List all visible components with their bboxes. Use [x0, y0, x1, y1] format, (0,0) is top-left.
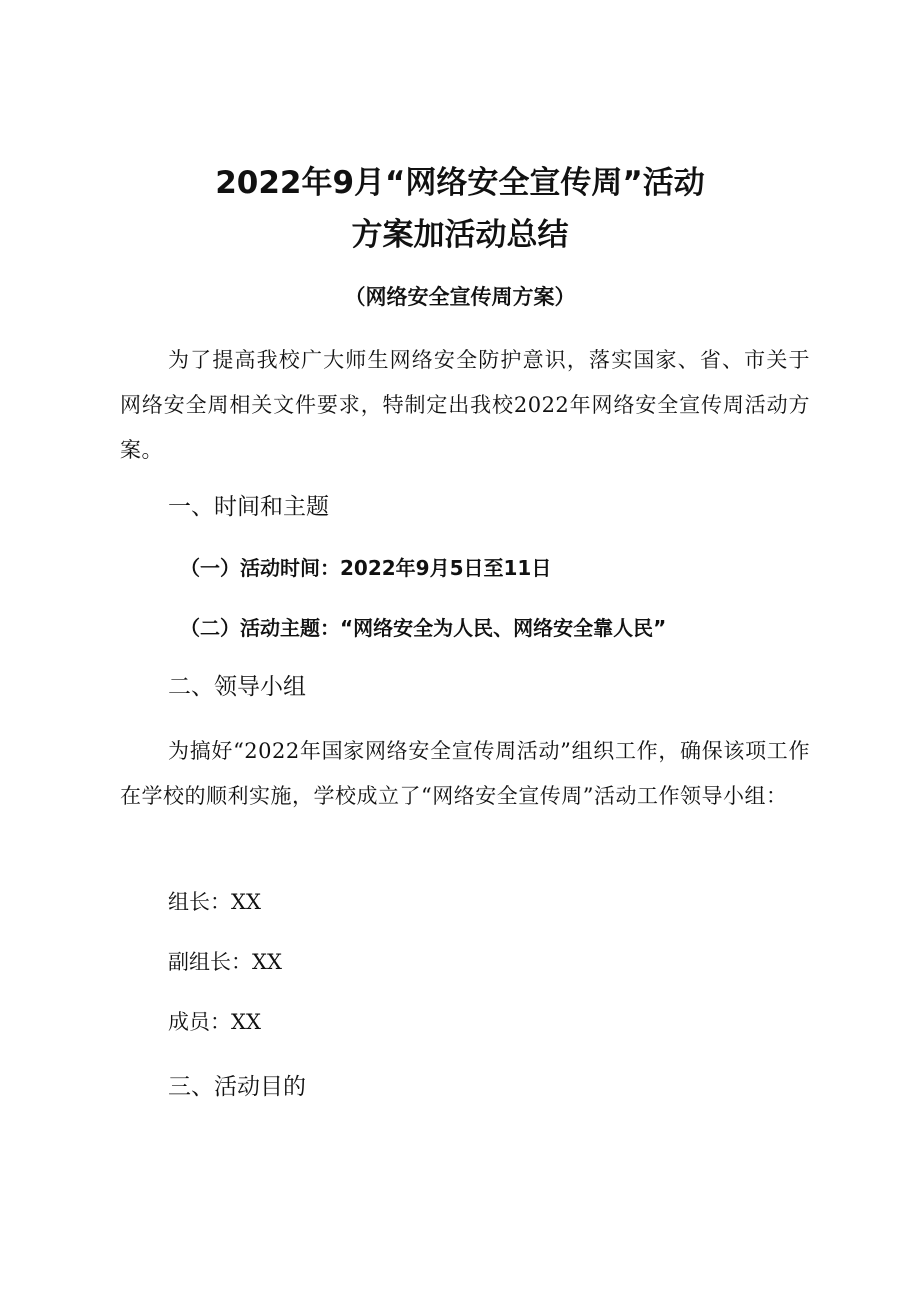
activity-theme-item: （二）活动主题：“网络安全为人民、网络安全靠人民” [180, 616, 667, 640]
group-leader: 组长：XX [168, 890, 261, 914]
activity-time-item: （一）活动时间：2022年9月5日至11日 [180, 556, 552, 580]
group-deputy-leader: 副组长：XX [168, 950, 282, 974]
section-heading-leadership-group: 二、领导小组 [168, 674, 306, 700]
section-heading-time-theme: 一、时间和主题 [168, 494, 329, 520]
section-heading-activity-purpose: 三、活动目的 [168, 1074, 306, 1100]
intro-paragraph: 为了提高我校广大师生网络安全防护意识，落实国家、省、市关于网络安全周相关文件要求，特制定出我校2022年网络安全宣传周活动方案。 [120, 348, 810, 462]
group-members: 成员：XX [168, 1010, 261, 1034]
document-title-line-1: 2022年9月“网络安全宣传周”活动 [215, 165, 705, 201]
document-subtitle: （网络安全宣传周方案） [344, 285, 576, 309]
document-title-line-2: 方案加活动总结 [351, 217, 569, 253]
leadership-group-paragraph: 为搞好“2022年国家网络安全宣传周活动”组织工作，确保该项工作在学校的顺利实施，学校成立了“网络安全宣传周”活动工作领导小组： [120, 739, 810, 808]
